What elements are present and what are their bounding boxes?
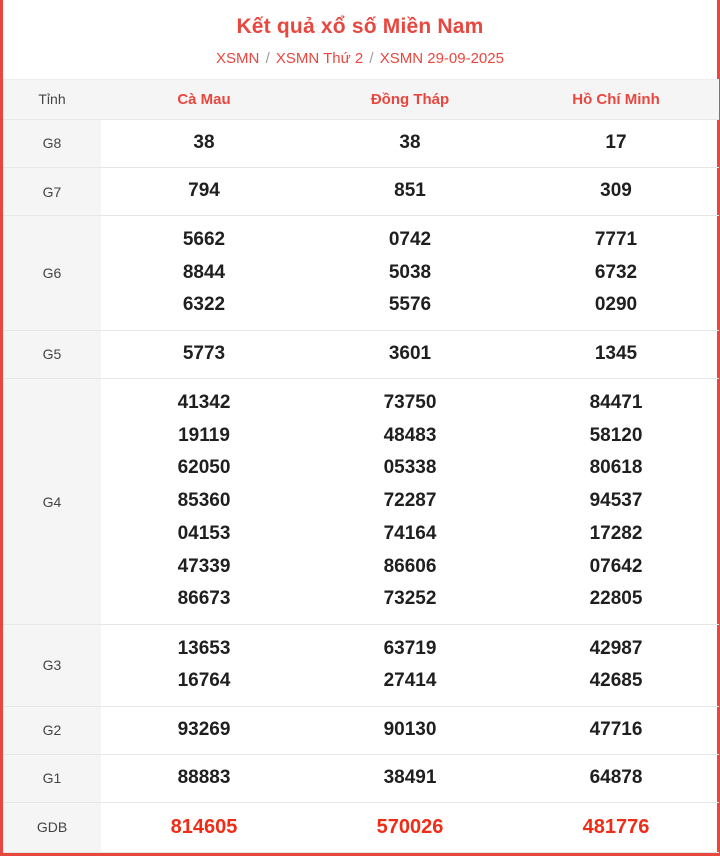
lottery-number: 86673: [177, 588, 231, 610]
prize-numbers-cell: [513, 119, 719, 167]
breadcrumb-item-region[interactable]: XSMN: [216, 50, 260, 68]
lottery-number: 6322: [182, 294, 226, 316]
lottery-number: 5773: [182, 342, 226, 364]
lottery-number: 73252: [383, 588, 437, 610]
lottery-number: 5038: [388, 261, 432, 283]
prize-numbers-cell: [513, 216, 719, 330]
lottery-number: 63719: [383, 637, 437, 659]
prize-numbers-cell: [307, 802, 513, 852]
lottery-number: 48483: [383, 424, 437, 446]
lottery-number: 38: [193, 132, 215, 154]
prize-label: G5: [3, 330, 101, 378]
table-row: [3, 625, 719, 706]
table-row: [3, 754, 719, 802]
lottery-number: 6732: [594, 261, 638, 283]
table-row: [3, 330, 719, 378]
breadcrumb-item-weekday[interactable]: XSMN Thứ 2: [275, 50, 364, 68]
lottery-number: 05338: [383, 457, 437, 479]
lottery-number: 17282: [589, 522, 643, 544]
prize-numbers-cell: [101, 378, 307, 625]
lottery-number: 90130: [383, 718, 437, 740]
prize-numbers-cell: [307, 706, 513, 754]
prize-numbers-cell: [307, 167, 513, 215]
prize-numbers-cell: [101, 167, 307, 215]
prize-numbers-cell: [307, 216, 513, 330]
column-header-province-3[interactable]: Hồ Chí Minh: [513, 79, 719, 119]
lottery-number: 41342: [177, 392, 231, 414]
prize-numbers-cell: [101, 216, 307, 330]
lottery-number: 58120: [589, 424, 643, 446]
prize-numbers-cell: [513, 706, 719, 754]
lottery-number: 85360: [177, 490, 231, 512]
lottery-number: 5662: [182, 228, 226, 250]
lottery-number: 74164: [383, 522, 437, 544]
table-row: [3, 119, 719, 167]
prize-numbers-cell: [101, 625, 307, 706]
prize-numbers-cell: [513, 802, 719, 852]
prize-label: GDB: [3, 802, 101, 852]
lottery-number: 570026: [376, 816, 444, 839]
lottery-number: 62050: [177, 457, 231, 479]
lottery-number: 851: [394, 180, 426, 202]
lottery-number: 80618: [589, 457, 643, 479]
lottery-number: 8844: [182, 261, 226, 283]
column-header-province-label: Tỉnh: [3, 79, 101, 119]
lottery-number: 07642: [589, 555, 643, 577]
prize-numbers-cell: [513, 754, 719, 802]
breadcrumb-separator-1: /: [265, 50, 270, 68]
lottery-number: 94537: [589, 490, 643, 512]
column-header-province-1[interactable]: Cà Mau: [101, 79, 307, 119]
lottery-number: 0742: [388, 228, 432, 250]
table-row: [3, 167, 719, 215]
lottery-number: 42685: [589, 670, 643, 692]
table-row: [3, 216, 719, 330]
lottery-number: 84471: [589, 392, 643, 414]
table-row: [3, 802, 719, 852]
lottery-number: 88883: [177, 767, 231, 789]
prize-numbers-cell: [101, 754, 307, 802]
prize-numbers-cell: [101, 802, 307, 852]
prize-numbers-cell: [101, 706, 307, 754]
prize-numbers-cell: [307, 378, 513, 625]
lottery-number: 73750: [383, 392, 437, 414]
lottery-number: 5576: [388, 294, 432, 316]
lottery-number: 794: [188, 180, 220, 202]
lottery-number: 13653: [177, 637, 231, 659]
prize-numbers-cell: [307, 119, 513, 167]
prize-numbers-cell: [101, 330, 307, 378]
breadcrumb-separator-2: /: [369, 50, 374, 68]
lottery-number: 309: [600, 180, 632, 202]
prize-numbers-cell: [307, 330, 513, 378]
lottery-number: 0290: [594, 294, 638, 316]
prize-numbers-cell: [513, 167, 719, 215]
lottery-number: 814605: [170, 816, 238, 839]
lottery-number: 47339: [177, 555, 231, 577]
prize-label: G4: [3, 378, 101, 625]
lottery-number: 64878: [589, 767, 643, 789]
lottery-number: 27414: [383, 670, 437, 692]
prize-numbers-cell: [307, 625, 513, 706]
lottery-number: 38: [399, 132, 421, 154]
lottery-number: 16764: [177, 670, 231, 692]
lottery-number: 3601: [388, 342, 432, 364]
breadcrumb-item-date[interactable]: XSMN 29-09-2025: [379, 50, 504, 68]
prize-numbers-cell: [307, 754, 513, 802]
prize-numbers-cell: [513, 330, 719, 378]
table-row: [3, 706, 719, 754]
prize-label: G6: [3, 216, 101, 330]
lottery-number: 38491: [383, 767, 437, 789]
prize-label: G8: [3, 119, 101, 167]
lottery-number: 19119: [178, 424, 230, 446]
table-row: [3, 378, 719, 625]
breadcrumb: [13, 49, 707, 69]
table-header-row: [3, 79, 719, 119]
lottery-number: 1345: [594, 342, 638, 364]
page-header: [3, 0, 717, 79]
lottery-number: 86606: [383, 555, 437, 577]
prize-label: G3: [3, 625, 101, 706]
lottery-number: 04153: [177, 522, 231, 544]
results-table: [3, 79, 719, 853]
results-body: [3, 119, 719, 852]
lottery-number: 22805: [589, 588, 643, 610]
lottery-number: 7771: [594, 228, 638, 250]
prize-numbers-cell: [101, 119, 307, 167]
lottery-number: 481776: [582, 816, 650, 839]
lottery-number: 93269: [177, 718, 231, 740]
lottery-number: 47716: [589, 718, 643, 740]
prize-label: G1: [3, 754, 101, 802]
page-title: Kết quả xổ số Miền Nam: [236, 15, 484, 38]
prize-numbers-cell: [513, 625, 719, 706]
lottery-number: 42987: [589, 637, 643, 659]
lottery-number: 17: [605, 132, 627, 154]
prize-label: G7: [3, 167, 101, 215]
lottery-number: 72287: [383, 490, 437, 512]
prize-numbers-cell: [513, 378, 719, 625]
prize-label: G2: [3, 706, 101, 754]
column-header-province-2[interactable]: Đồng Tháp: [307, 79, 513, 119]
